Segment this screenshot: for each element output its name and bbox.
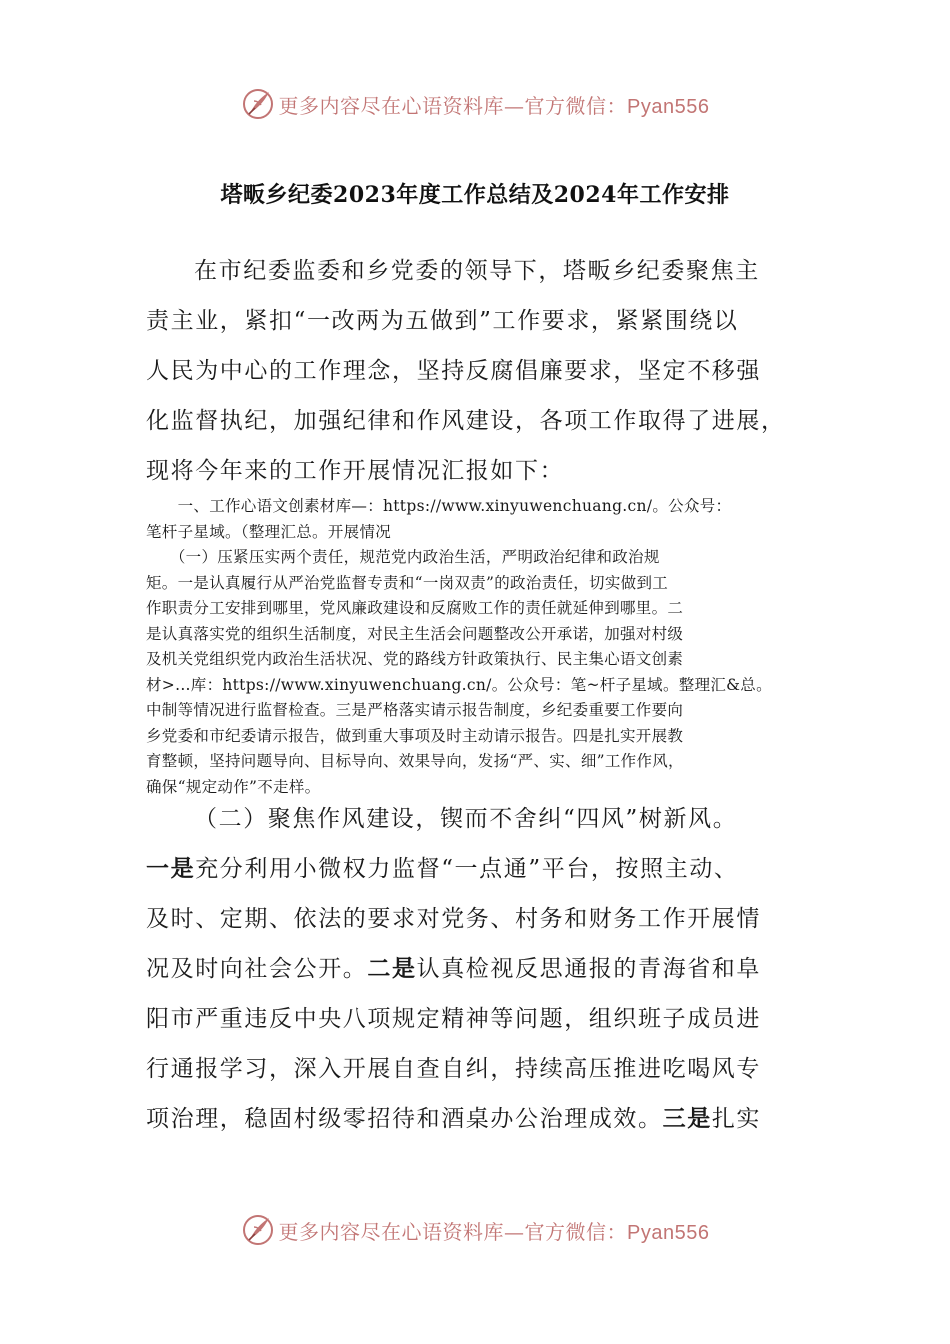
body-line: 况及时向社会公开。二是认真检视反思通报的青海省和阜 xyxy=(146,955,762,982)
small-line: （一）压紧压实两个责任，规范党内政治生活，严明政治纪律和政治规 xyxy=(146,548,660,566)
quill-logo-icon xyxy=(241,1213,275,1247)
body-line: 及时、定期、依法的要求对党务、村务和财务工作开展情 xyxy=(146,906,761,932)
footer-watermark xyxy=(0,1210,950,1250)
bold-marker: 三是 xyxy=(662,1105,712,1132)
intro-line: 责主业，紧扣“一改两为五做到”工作要求，紧紧围绕以 xyxy=(146,308,739,334)
intro-line: 在市纪委监委和乡党委的领导下，塔畈乡纪委聚焦主 xyxy=(194,258,760,284)
small-line: 材>...库：https://www.xinyuwenchuang.cn/。公众号：笔~杆子星域。整理汇&总。 xyxy=(146,675,772,694)
watermark-text: 更多内容尽在心语资料库—官方微信：Pyan556 xyxy=(278,1219,710,1244)
intro-paragraph xyxy=(146,246,806,496)
section-two-block xyxy=(146,794,806,1144)
section-one-block xyxy=(146,494,816,800)
header-watermark xyxy=(0,84,950,124)
small-line: 确保“规定动作”不走样。 xyxy=(146,777,321,796)
small-line: 育整顿，坚持问题导向、目标导向、效果导向，发扬“严、实、细”工作作风， xyxy=(146,752,684,770)
body-line: 阳市严重违反中央八项规定精神等问题，组织班子成员进 xyxy=(146,1006,761,1032)
small-line: 笔杆子星域。（整理汇总。开展情况 xyxy=(146,522,392,541)
intro-line: 化监督执纪，加强纪律和作风建设，各项工作取得了进展， xyxy=(146,408,786,434)
small-line: 作职责分工安排到哪里，党风廉政建设和反腐败工作的责任就延伸到哪里。二 xyxy=(146,599,684,617)
body-line: 项治理，稳固村级零招待和酒桌办公治理成效。三是扎实 xyxy=(146,1105,762,1132)
document-title: 塔畈乡纪委2023年度工作总结及2024年工作安排 xyxy=(220,182,730,208)
small-line: 中制等情况进行监督检查。三是严格落实请示报告制度，乡纪委重要工作要向 xyxy=(146,701,684,719)
watermark-text: 更多内容尽在心语资料库—官方微信：Pyan556 xyxy=(278,93,710,118)
body-line: 行通报学习，深入开展自查自纠，持续高压推进吃喝风专 xyxy=(146,1056,761,1082)
intro-line: 人民为中心的工作理念，坚持反腐倡廉要求，坚定不移强 xyxy=(146,358,761,384)
quill-logo-icon xyxy=(241,87,275,121)
small-line: 一、工作心语文创素材库—：https://www.xinyuwenchuang.cn/。公众号： xyxy=(146,497,732,515)
small-line: 是认真落实党的组织生活制度，对民主生活会问题整改公开承诺，加强对村级 xyxy=(146,624,684,643)
small-line: 及机关党组织党内政治生活状况、党的路线方针政策执行、民主集心语文创素 xyxy=(146,650,684,668)
body-line: 一是充分利用小微权力监督“一点通”平台，按照主动、 xyxy=(146,855,739,882)
section-two-heading: （二）聚焦作风建设，锲而不舍纠“四风”树新风。 xyxy=(194,806,738,832)
bold-marker: 二是 xyxy=(367,955,417,982)
small-line: 乡党委和市纪委请示报告，做到重大事项及时主动请示报告。四是扎实开展教 xyxy=(146,726,684,745)
small-line: 矩。一是认真履行从严治党监督专责和“一岗双责”的政治责任，切实做到工 xyxy=(146,573,669,592)
intro-line: 现将今年来的工作开展情况汇报如下： xyxy=(146,458,565,484)
wechat-id: Pyan556 xyxy=(627,1221,710,1244)
wechat-id: Pyan556 xyxy=(627,95,710,118)
bold-marker: 一是 xyxy=(146,855,196,882)
